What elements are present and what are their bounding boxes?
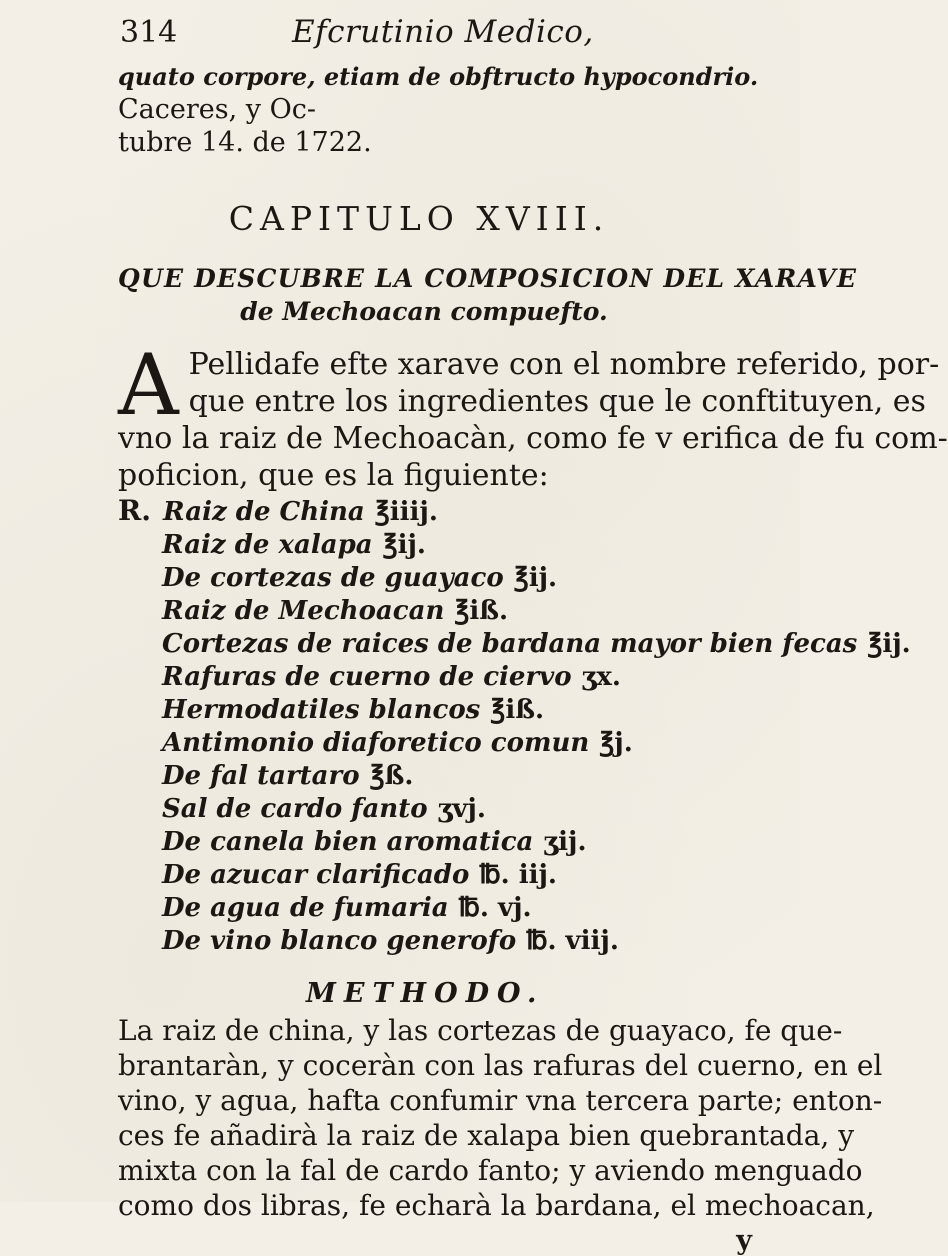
ingredient-quantity: ℔. vj. (458, 893, 532, 923)
ingredient-name: De cortezas de guayaco (162, 563, 504, 593)
recipe-item (118, 595, 760, 628)
ingredient-name: Rafuras de cuerno de ciervo (162, 662, 572, 692)
intro-line-1 (118, 60, 760, 126)
ingredient-quantity: ℥iß. (490, 695, 544, 725)
chapter-heading: CAPITULO XVIII. (228, 199, 610, 238)
intro-text (118, 60, 760, 159)
method-line: brantaràn, y coceràn con las rafuras del cuerno, en el (118, 1049, 883, 1082)
recipe-item (118, 529, 760, 562)
method-line: como dos libras, fe echarà la bardana, el mechoacan, (118, 1189, 875, 1222)
ingredient-quantity: ℥ß. (369, 761, 414, 791)
paragraph-line: que entre los ingredientes que le conftituyen, es (188, 384, 926, 419)
ingredient-name: Sal de cardo fanto (162, 794, 428, 824)
body-paragraph (118, 336, 948, 494)
paragraph-line: Pellidafe efte xarave con el nombre referido, por- (188, 347, 940, 382)
ingredient-name: Raiz de China (163, 497, 365, 527)
ingredient-quantity: ℥ij. (867, 629, 911, 659)
ingredient-name: Hermodatiles blancos (162, 695, 481, 725)
recipe-symbol: R. (118, 494, 152, 527)
ingredient-quantity: ʒx. (581, 662, 621, 692)
page-number: 314 (120, 15, 178, 50)
ingredient-name: De vino blanco generofo (162, 926, 517, 956)
ingredient-quantity: ℥j. (599, 728, 633, 758)
ingredient-name: De canela bien aromatica (162, 827, 534, 857)
method-paragraph (118, 1013, 883, 1223)
ingredient-quantity: ℔. iij. (479, 860, 557, 890)
ingredient-name: Cortezas de raices de bardana mayor bien fecas (162, 629, 858, 659)
method-line: vino, y agua, hafta confumir vna tercera parte; enton- (118, 1084, 883, 1117)
ingredient-quantity: ℥ij. (382, 530, 426, 560)
recipe-item (118, 892, 760, 925)
intro-line-2: tubre 14. de 1722. (118, 127, 372, 158)
ingredient-quantity: ℥iiij. (374, 497, 438, 527)
recipe-item (118, 694, 760, 727)
ingredient-quantity: ℥ij. (513, 563, 558, 593)
ingredient-name: Raiz de Mechoacan (162, 596, 445, 626)
recipe-item (118, 826, 760, 859)
recipe-item (118, 859, 760, 892)
intro-line-1-rest: Caceres, y Oc- (118, 94, 316, 125)
recipe-item (118, 925, 760, 958)
method-title: METHODO. (306, 978, 545, 1009)
catchword: y (736, 1225, 752, 1256)
ingredient-name: De azucar clarificado (162, 860, 470, 890)
chapter-title-line-1: QUE DESCUBRE LA COMPOSICION DEL XARAVE (118, 264, 858, 293)
method-line: ces fe añadirà la raiz de xalapa bien quebrantada, y (118, 1119, 855, 1152)
ingredient-quantity: ℥iß. (454, 596, 509, 626)
ingredient-quantity: ʒij. (543, 827, 587, 857)
method-line: La raiz de china, y las cortezas de guayaco, fe que- (118, 1014, 843, 1047)
intro-latin: quato corpore, etiam de obftructo hypocondrio. (118, 62, 759, 91)
recipe-item (118, 727, 760, 760)
recipe-item (118, 661, 760, 694)
ingredient-name: De fal tartaro (162, 761, 360, 791)
recipe-item (118, 562, 760, 595)
recipe-item (118, 628, 911, 661)
recipe-item (118, 793, 760, 826)
ingredient-quantity: ʒvj. (437, 794, 486, 824)
chapter-title-line-2: de Mechoacan compuefto. (240, 297, 608, 326)
page-header (118, 14, 760, 60)
recipe-list (118, 494, 911, 958)
running-head: Efcrutinio Medico, (292, 14, 594, 50)
method-line: mixta con la fal de cardo fanto; y aviendo menguado (118, 1154, 863, 1187)
drop-cap: A (118, 336, 179, 434)
ingredient-quantity: ℔. viij. (526, 926, 619, 956)
ingredient-name: Raiz de xalapa (162, 530, 373, 560)
recipe-item (118, 494, 760, 529)
ingredient-name: De agua de fumaria (162, 893, 449, 923)
ingredient-name: Antimonio diaforetico comun (162, 728, 590, 758)
recipe-item (118, 760, 760, 793)
paragraph-line: poficion, que es la figuiente: (118, 458, 549, 493)
paragraph-line: vno la raiz de Mechoacàn, como fe v erifica de fu com- (118, 421, 948, 456)
